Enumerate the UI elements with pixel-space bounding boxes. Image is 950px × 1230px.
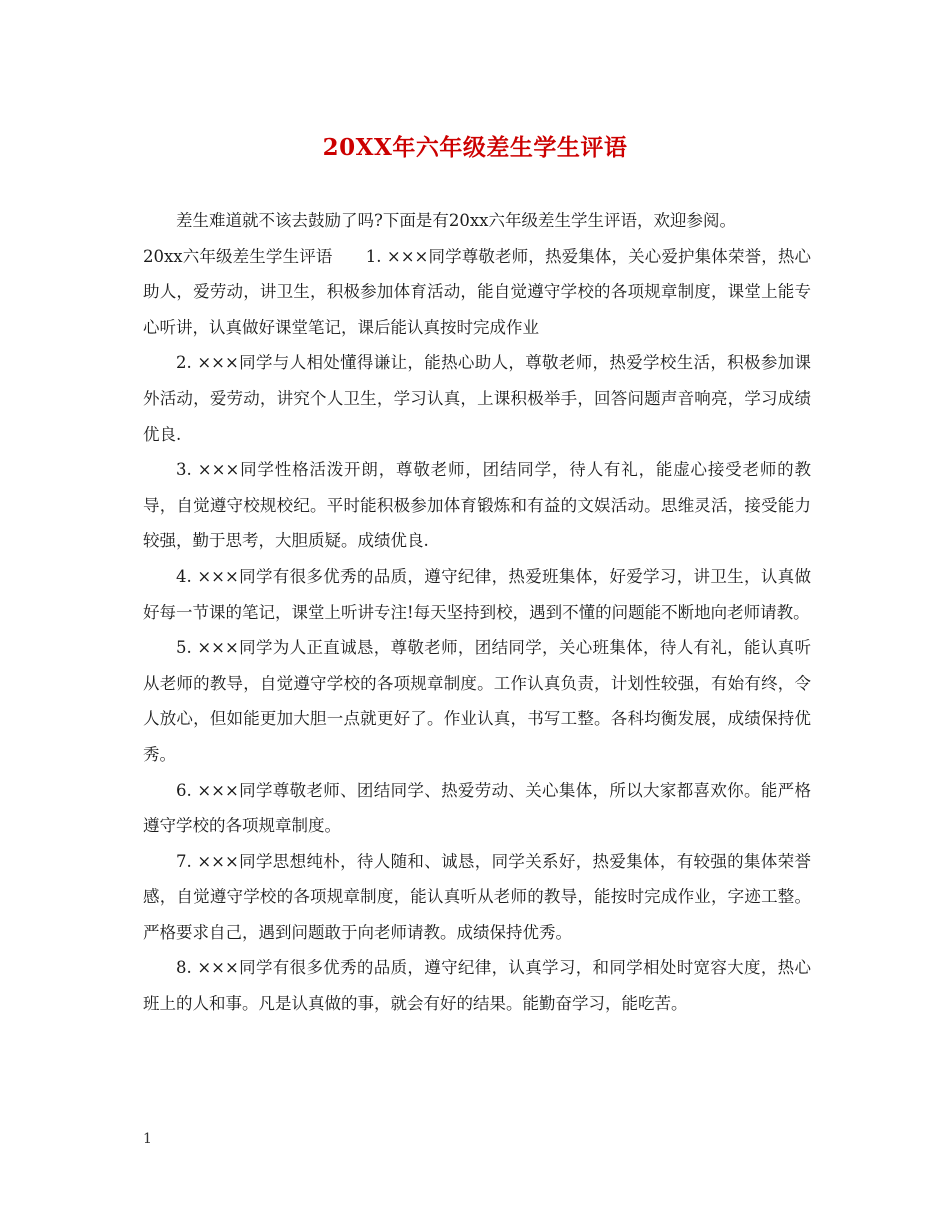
comment-item-2: 2. ×××同学与人相处懂得谦让，能热心助人，尊敬老师，热爱学校生活，积极参加课外活动，爱劳动，讲究个人卫生，学习认真，上课积极举手，回答问题声音响亮，学习成绩优良. xyxy=(143,353,811,444)
comment-item-6: 6. ×××同学尊敬老师、团结同学、热爱劳动、关心集体，所以大家都喜欢你。能严格遵守学校的各项规章制度。 xyxy=(143,780,811,836)
comment-item-3: 3. ×××同学性格活泼开朗，尊敬老师，团结同学，待人有礼，能虚心接受老师的教导，自觉遵守校规校纪。平时能积极参加体育锻炼和有益的文娱活动。思维灵活，接受能力较强，勤于思考，大胆质疑。成绩优良. xyxy=(143,460,811,551)
comment-item-5: 5. ×××同学为人正直诚恳，尊敬老师，团结同学，关心班集体，待人有礼，能认真听从老师的教导，自觉遵守学校的各项规章制度。工作认真负责，计划性较强，有始有终，令人放心，但如能更加大胆一点就更好了。作业认真，书写工整。各科均衡发展，成绩保持优秀。 xyxy=(143,638,811,764)
comment-item-1: 20xx六年级差生学生评语 1. ×××同学尊敬老师，热爱集体，关心爱护集体荣誉，热心助人，爱劳动，讲卫生，积极参加体育活动，能自觉遵守学校的各项规章制度，课堂上能专心听讲，认真做好课堂笔记，课后能认真按时完成作业 xyxy=(143,246,811,337)
comment-item-4: 4. ×××同学有很多优秀的品质，遵守纪律，热爱班集体，好爱学习，讲卫生，认真做好每一节课的笔记，课堂上听讲专注!每天坚持到校，遇到不懂的问题能不断地向老师请教。 xyxy=(143,566,811,622)
document-body xyxy=(143,203,811,1022)
intro-paragraph: 差生难道就不该去鼓励了吗?下面是有20xx六年级差生学生评语，欢迎参阅。 xyxy=(176,211,736,230)
comment-item-8: 8. ×××同学有很多优秀的品质，遵守纪律，认真学习，和同学相处时宽容大度，热心班上的人和事。凡是认真做的事，就会有好的结果。能勤奋学习，能吃苦。 xyxy=(143,958,811,1014)
comment-item-7: 7. ×××同学思想纯朴，待人随和、诚恳，同学关系好，热爱集体，有较强的集体荣誉感，自觉遵守学校的各项规章制度，能认真听从老师的教导，能按时完成作业，字迹工整。严格要求自己，遇到问题敢于向老师请教。成绩保持优秀。 xyxy=(143,851,811,942)
document-title: 20XX年六年级差生学生评语 xyxy=(322,134,628,161)
page-number: 1 xyxy=(143,1131,152,1147)
